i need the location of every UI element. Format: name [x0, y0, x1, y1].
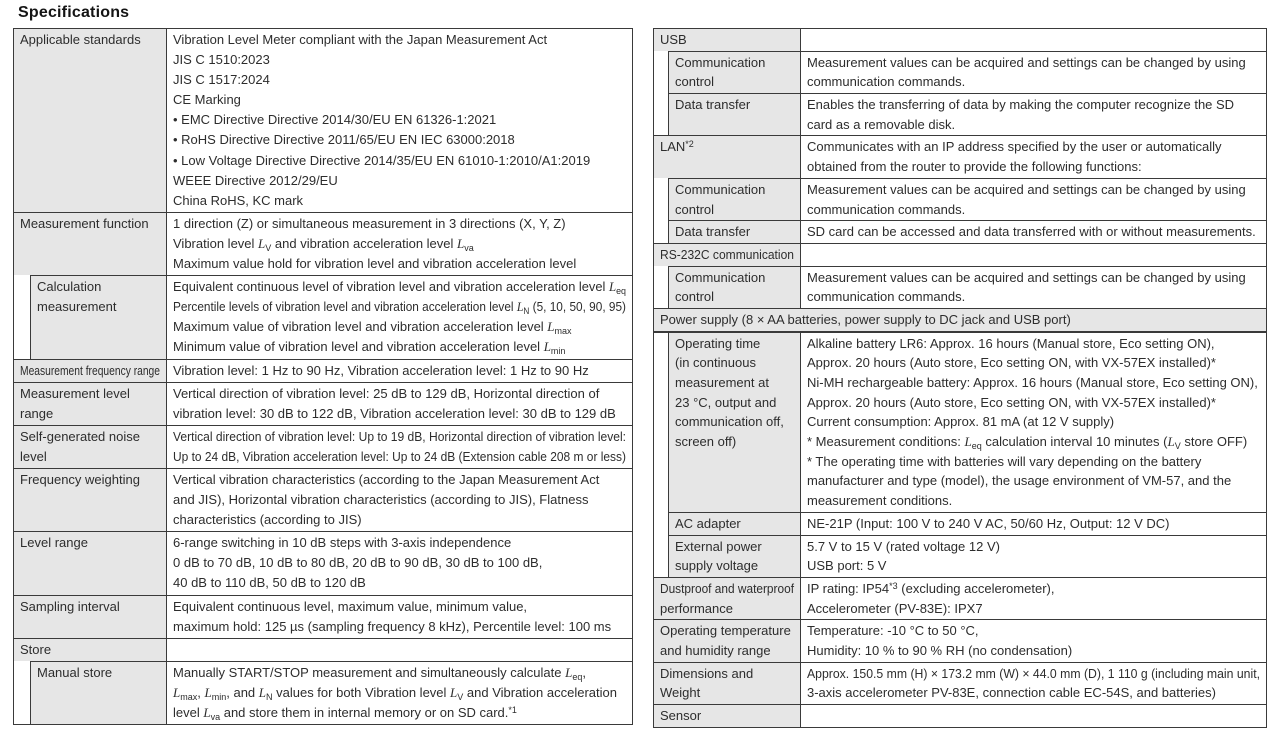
spec-row	[654, 308, 1266, 333]
text-line-wrap	[660, 579, 794, 599]
text-line: Current consumption: Approx. 81 mA (at 12 V supply)	[807, 414, 1115, 430]
text-line: Communication	[675, 54, 766, 70]
text-line-wrap	[660, 245, 794, 265]
text-line: Level range	[20, 535, 88, 551]
text-line: Operating time	[675, 335, 761, 351]
text-line: Maximum value hold for vibration level and vibration acceleration level	[173, 256, 577, 272]
row-label	[14, 359, 167, 382]
text-line: Approx. 20 hours (Auto store, Eco setting ON, with VX-57EX installed)*	[807, 355, 1216, 371]
text-line-wrap	[173, 110, 626, 130]
text-line-wrap	[807, 200, 1260, 220]
left-spec-table	[13, 28, 633, 725]
row-label	[669, 266, 801, 308]
row-value	[167, 468, 632, 531]
text-line: Weight	[660, 685, 701, 701]
row-strip	[654, 178, 669, 220]
text-line: Accelerometer (PV-83E): IPX7	[807, 600, 983, 616]
text-line: vibration level: 30 dB to 122 dB, Vibration acceleration level: 30 dB to 129 dB	[173, 405, 616, 421]
text-line: maximum hold: 125 µs (sampling frequency 8 kHz), Percentile level: 100 ms	[173, 618, 612, 634]
text-line: Dustproof and waterproof	[660, 580, 794, 596]
text-line-wrap	[173, 490, 626, 510]
text-line-wrap	[675, 393, 794, 413]
text-line: Store	[20, 641, 52, 657]
row-value	[801, 333, 1266, 512]
row-value	[801, 266, 1266, 308]
row-label	[14, 468, 167, 531]
text-line-wrap	[20, 361, 160, 381]
text-line: level	[20, 448, 47, 464]
spec-row	[14, 275, 632, 358]
text-line-wrap	[173, 427, 626, 447]
text-line: * Measurement conditions: $L_{eq}$ calculation interval 10 minutes ($L_V$ store OFF)	[807, 434, 1248, 452]
text-line: Vertical vibration characteristics (according to the Japan Measurement Act	[173, 471, 600, 487]
text-line-wrap	[20, 447, 160, 467]
text-line: and humidity range	[660, 642, 771, 658]
text-line: manufacturer and type (model), the usage environment of VM-57, and the	[807, 473, 1232, 489]
text-line: 3-axis accelerometer PV-83E, connection cable EC-54S, and batteries)	[807, 685, 1216, 701]
row-label	[654, 577, 801, 619]
text-line-wrap	[173, 337, 626, 357]
text-line: screen off)	[675, 434, 737, 450]
spec-row	[654, 51, 1266, 93]
text-line: Approx. 150.5 mm (H) × 173.2 mm (W) × 44.0 mm (D), 1 110 g (including main unit,	[807, 665, 1260, 681]
text-line: Percentile levels of vibration level and vibration acceleration level $L_N$ (5, 10, 50, 90, 95)	[173, 299, 626, 317]
text-line: RS-232C communication	[660, 246, 794, 262]
text-line: Operating temperature	[660, 623, 791, 639]
text-line-wrap	[20, 404, 160, 424]
text-line-wrap	[20, 597, 160, 617]
text-line: measurement conditions.	[807, 493, 953, 509]
row-value	[167, 359, 632, 382]
text-line-wrap	[807, 157, 1260, 177]
row-label	[654, 135, 801, 177]
text-line-wrap	[173, 50, 626, 70]
spec-row	[654, 512, 1266, 535]
text-line: Frequency weighting	[20, 471, 140, 487]
row-label	[669, 535, 801, 577]
text-line-wrap	[675, 412, 794, 432]
text-line: • EMC Directive Directive 2014/30/EU EN 61326-1:2021	[173, 112, 497, 128]
text-line-wrap	[807, 599, 1260, 619]
text-line-wrap	[173, 703, 626, 723]
text-line: Equivalent continuous level of vibration level and vibration acceleration level $L_{eq}$	[173, 279, 626, 297]
text-line: External power	[675, 538, 762, 554]
text-line-wrap	[173, 297, 626, 317]
text-line-wrap	[675, 268, 794, 288]
text-line-wrap	[675, 353, 794, 373]
text-line-wrap	[660, 137, 794, 157]
text-line-wrap	[807, 412, 1260, 432]
row-label	[14, 531, 167, 594]
text-line-wrap	[660, 664, 794, 684]
text-line-wrap	[675, 72, 794, 92]
row-label	[669, 51, 801, 93]
row-label	[669, 333, 801, 512]
text-line: communication commands.	[807, 289, 966, 305]
text-line: LAN$^{*2}$	[660, 139, 694, 155]
text-line-wrap	[173, 277, 626, 297]
section-header	[654, 308, 1266, 332]
text-line: Power supply (8 × AA batteries, power supply to DC jack and USB port)	[660, 311, 1071, 327]
text-line-wrap	[675, 222, 794, 242]
text-line-wrap	[675, 537, 794, 557]
text-line-wrap	[20, 533, 160, 553]
text-line-wrap	[675, 180, 794, 200]
text-line: Vibration level: 1 Hz to 90 Hz, Vibration acceleration level: 1 Hz to 90 Hz	[173, 362, 589, 378]
text-line-wrap	[20, 427, 160, 447]
text-line-wrap	[675, 556, 794, 576]
text-line-wrap	[807, 373, 1260, 393]
row-strip	[654, 333, 669, 512]
text-line: level $L_{va}$ and store them in internal memory or on SD card.$^{*1}$	[173, 705, 517, 722]
row-value	[801, 662, 1266, 704]
text-line: Communication	[675, 269, 766, 285]
text-line-wrap	[173, 191, 626, 211]
row-value	[801, 577, 1266, 619]
text-line-wrap	[807, 683, 1260, 703]
text-line: Communication	[675, 181, 766, 197]
row-label	[14, 212, 167, 275]
text-line-wrap	[807, 268, 1260, 288]
text-line-wrap	[807, 287, 1260, 307]
text-line: AC adapter	[675, 515, 741, 531]
text-line: obtained from the router to provide the following functions:	[807, 159, 1142, 175]
text-line: Applicable standards	[20, 32, 141, 47]
text-line: WEEE Directive 2012/29/EU	[173, 172, 338, 188]
row-value	[167, 425, 632, 468]
text-line: Temperature: -10 °C to 50 °C,	[807, 623, 979, 639]
row-strip	[14, 661, 31, 724]
row-strip	[654, 266, 669, 308]
text-line: and JIS), Horizontal vibration characteristics (according to JIS), Flatness	[173, 492, 589, 508]
text-line: Measurement frequency range	[20, 362, 160, 378]
text-line-wrap	[807, 115, 1260, 135]
row-value	[801, 178, 1266, 220]
text-line: Minimum value of vibration level and vibration acceleration level $L_{min}$	[173, 339, 566, 357]
text-line-wrap	[807, 621, 1260, 641]
text-line: • RoHS Directive Directive 2011/65/EU EN IEC 63000:2018	[173, 132, 515, 148]
text-line-wrap	[660, 30, 794, 50]
text-line-wrap	[807, 353, 1260, 373]
spec-row	[654, 266, 1266, 308]
text-line-wrap	[807, 641, 1260, 661]
text-line-wrap	[807, 556, 1260, 576]
spec-row	[654, 135, 1266, 177]
text-line-wrap	[20, 384, 160, 404]
spec-row	[14, 29, 632, 212]
row-label	[654, 662, 801, 704]
text-line: USB port: 5 V	[807, 558, 887, 574]
spec-row	[14, 425, 632, 468]
text-line-wrap	[807, 72, 1260, 92]
text-line: JIS C 1510:2023	[173, 52, 270, 68]
text-line-wrap	[173, 171, 626, 191]
text-line-wrap	[660, 310, 1260, 330]
row-value	[801, 29, 1266, 51]
row-value	[801, 704, 1266, 727]
text-line: 1 direction (Z) or simultaneous measurement in 3 directions (X, Y, Z)	[173, 215, 566, 231]
spec-row	[14, 531, 632, 594]
text-line-wrap	[173, 254, 626, 274]
text-line: Equivalent continuous level, maximum value, minimum value,	[173, 598, 528, 614]
spec-row	[14, 382, 632, 425]
text-line: Sampling interval	[20, 598, 120, 614]
text-line: Vibration Level Meter compliant with the Japan Measurement Act	[173, 32, 548, 47]
text-line: Manually START/STOP measurement and simultaneously calculate $L_{eq}$,	[173, 664, 586, 682]
text-line: Measurement level	[20, 385, 130, 401]
text-line-wrap	[660, 599, 794, 619]
text-line: Manual store	[37, 664, 113, 680]
row-strip	[654, 512, 669, 535]
text-line-wrap	[675, 373, 794, 393]
text-line-wrap	[173, 70, 626, 90]
text-line: CE Marking	[173, 92, 241, 108]
text-line-wrap	[20, 30, 160, 50]
row-label	[654, 243, 801, 266]
text-line: 0 dB to 70 dB, 10 dB to 80 dB, 20 dB to 90 dB, 30 dB to 100 dB,	[173, 555, 543, 571]
spec-row	[654, 535, 1266, 577]
row-label	[654, 29, 801, 51]
text-line: control	[675, 289, 715, 305]
text-line: Maximum value of vibration level and vibration acceleration level $L_{max}$	[173, 319, 572, 337]
text-line: Calculation	[37, 279, 102, 295]
spec-row	[14, 661, 632, 724]
text-line-wrap	[660, 621, 794, 641]
text-line-wrap	[173, 553, 626, 573]
row-label	[669, 220, 801, 243]
text-line: control	[675, 74, 715, 90]
text-line: communication off,	[675, 414, 784, 430]
text-line-wrap	[20, 470, 160, 490]
text-line: performance	[660, 600, 733, 616]
row-value	[167, 595, 632, 638]
row-label	[669, 512, 801, 535]
row-value	[801, 220, 1266, 243]
text-line-wrap	[37, 663, 160, 683]
text-line: Alkaline battery LR6: Approx. 16 hours (Manual store, Eco setting ON),	[807, 335, 1215, 351]
text-line: Measurement values can be acquired and settings can be changed by using	[807, 181, 1246, 197]
text-line-wrap	[660, 683, 794, 703]
text-line-wrap	[173, 384, 626, 404]
row-value	[167, 382, 632, 425]
row-strip	[654, 220, 669, 243]
spec-row	[654, 333, 1266, 512]
row-label	[654, 619, 801, 661]
text-line: * The operating time with batteries will vary depending on the battery	[807, 453, 1202, 469]
text-line: $L_{max}$, $L_{min}$, and $L_N$ values for both Vibration level $L_V$ and Vibration acceleration	[173, 684, 617, 702]
text-line: USB	[660, 32, 687, 47]
text-line: Self-generated noise	[20, 428, 140, 444]
text-line: China RoHS, KC mark	[173, 192, 304, 208]
row-value	[167, 29, 632, 212]
text-line-wrap	[173, 214, 626, 234]
row-label	[669, 178, 801, 220]
text-line-wrap	[173, 447, 626, 467]
text-line: 23 °C, output and	[675, 394, 777, 410]
row-value	[167, 212, 632, 275]
text-line: 6-range switching in 10 dB steps with 3-axis independence	[173, 535, 512, 551]
text-line: characteristics (according to JIS)	[173, 512, 362, 528]
text-line-wrap	[807, 222, 1260, 242]
text-line: IP rating: IP54$^{*3}$ (excluding accelerometer),	[807, 580, 1055, 596]
row-value	[801, 512, 1266, 535]
row-label	[31, 275, 167, 358]
text-line-wrap	[660, 706, 794, 726]
spec-row	[14, 359, 632, 382]
text-line: Vertical direction of vibration level: 25 dB to 129 dB, Horizontal direction of	[173, 385, 600, 401]
row-label	[654, 704, 801, 727]
text-line-wrap	[675, 53, 794, 73]
spec-row	[654, 662, 1266, 704]
text-line-wrap	[20, 640, 160, 660]
text-line: communication commands.	[807, 201, 966, 217]
text-line: supply voltage	[675, 558, 759, 574]
row-value	[801, 93, 1266, 135]
row-label	[14, 425, 167, 468]
row-strip	[654, 93, 669, 135]
text-line: card as a removable disk.	[807, 116, 956, 132]
text-line: Approx. 20 hours (Auto store, Eco setting ON, with VX-57EX installed)*	[807, 394, 1216, 410]
text-line-wrap	[807, 491, 1260, 511]
row-label	[14, 595, 167, 638]
row-value	[167, 275, 632, 358]
text-line: Humidity: 10 % to 90 % RH (no condensation)	[807, 642, 1073, 658]
text-line-wrap	[807, 180, 1260, 200]
text-line-wrap	[173, 317, 626, 337]
text-line-wrap	[173, 683, 626, 703]
text-line: 5.7 V to 15 V (rated voltage 12 V)	[807, 538, 1000, 554]
spec-row	[654, 178, 1266, 220]
row-strip	[654, 535, 669, 577]
text-line-wrap	[173, 404, 626, 424]
text-line-wrap	[675, 514, 794, 534]
text-line: Vertical direction of vibration level: Up to 19 dB, Horizontal direction of vibration level:	[173, 428, 626, 444]
text-line: Measurement values can be acquired and settings can be changed by using	[807, 54, 1246, 70]
text-line: Vibration level $L_V$ and vibration acceleration level $L_{va}$	[173, 235, 474, 253]
text-line-wrap	[173, 361, 626, 381]
text-line-wrap	[807, 537, 1260, 557]
right-spec-table	[653, 28, 1267, 728]
text-line-wrap	[807, 579, 1260, 599]
spec-row	[14, 468, 632, 531]
row-value	[801, 51, 1266, 93]
row-strip	[14, 275, 31, 358]
text-line: SD card can be accessed and data transferred with or without measurements.	[807, 224, 1256, 240]
spec-row	[654, 220, 1266, 243]
page-title: Specifications	[18, 4, 130, 21]
spec-row	[654, 619, 1266, 661]
spec-row	[654, 29, 1266, 51]
text-line-wrap	[173, 90, 626, 110]
text-line-wrap	[807, 432, 1260, 452]
text-line: Ni-MH rechargeable battery: Approx. 16 hours (Manual store, Eco setting ON),	[807, 375, 1258, 390]
text-line-wrap	[173, 151, 626, 171]
text-line-wrap	[807, 95, 1260, 115]
spec-row	[654, 704, 1266, 727]
text-line: measurement	[37, 299, 117, 315]
text-line-wrap	[173, 234, 626, 254]
text-line-wrap	[675, 432, 794, 452]
text-line: Dimensions and	[660, 665, 754, 681]
row-value	[167, 661, 632, 724]
text-line-wrap	[37, 297, 160, 317]
text-line: Up to 24 dB, Vibration acceleration level: Up to 24 dB (Extension cable 208 m or less)	[173, 448, 626, 464]
text-line-wrap	[173, 533, 626, 553]
text-line: 40 dB to 110 dB, 50 dB to 120 dB	[173, 575, 366, 591]
text-line-wrap	[807, 514, 1260, 534]
spec-row	[14, 595, 632, 638]
row-value	[801, 243, 1266, 266]
text-line: communication commands.	[807, 74, 966, 90]
spec-row	[654, 577, 1266, 619]
text-line: control	[675, 201, 715, 217]
text-line: measurement at	[675, 375, 769, 390]
row-label	[669, 93, 801, 135]
text-line-wrap	[173, 510, 626, 530]
row-label	[14, 29, 167, 212]
text-line-wrap	[173, 617, 626, 637]
row-strip	[654, 51, 669, 93]
text-line-wrap	[807, 452, 1260, 472]
text-line: Data transfer	[675, 97, 751, 113]
spec-row	[14, 638, 632, 661]
text-line: Data transfer	[675, 224, 751, 240]
row-label	[31, 661, 167, 724]
text-line: NE-21P (Input: 100 V to 240 V AC, 50/60 Hz, Output: 12 V DC)	[807, 515, 1170, 531]
text-line: range	[20, 405, 54, 421]
row-label	[14, 382, 167, 425]
row-value	[801, 135, 1266, 177]
row-value	[167, 638, 632, 661]
text-line-wrap	[675, 287, 794, 307]
row-value	[801, 619, 1266, 661]
spec-row	[14, 212, 632, 275]
text-line-wrap	[807, 334, 1260, 354]
text-line-wrap	[37, 277, 160, 297]
row-value	[801, 535, 1266, 577]
text-line-wrap	[173, 130, 626, 150]
text-line-wrap	[675, 95, 794, 115]
text-line-wrap	[675, 334, 794, 354]
text-line-wrap	[173, 597, 626, 617]
text-line-wrap	[807, 664, 1260, 684]
text-line: (in continuous	[675, 355, 756, 371]
text-line-wrap	[675, 200, 794, 220]
text-line-wrap	[660, 641, 794, 661]
text-line-wrap	[173, 663, 626, 683]
text-line: Communicates with an IP address specified by the user or automatically	[807, 139, 1222, 155]
text-line: Enables the transferring of data by making the computer recognize the SD	[807, 97, 1235, 113]
text-line: Sensor	[660, 708, 702, 723]
text-line: Measurement values can be acquired and settings can be changed by using	[807, 269, 1246, 285]
text-line-wrap	[807, 53, 1260, 73]
text-line-wrap	[20, 214, 160, 234]
text-line: Measurement function	[20, 215, 149, 231]
text-line-wrap	[807, 137, 1260, 157]
text-line-wrap	[807, 471, 1260, 491]
row-label	[14, 638, 167, 661]
row-value	[167, 531, 632, 594]
text-line: JIS C 1517:2024	[173, 72, 270, 88]
spec-row	[654, 243, 1266, 266]
text-line-wrap	[173, 470, 626, 490]
text-line: • Low Voltage Directive Directive 2014/35/EU EN 61010-1:2010/A1:2019	[173, 152, 591, 168]
text-line-wrap	[173, 573, 626, 593]
text-line-wrap	[807, 393, 1260, 413]
spec-row	[654, 93, 1266, 135]
text-line-wrap	[173, 30, 626, 50]
